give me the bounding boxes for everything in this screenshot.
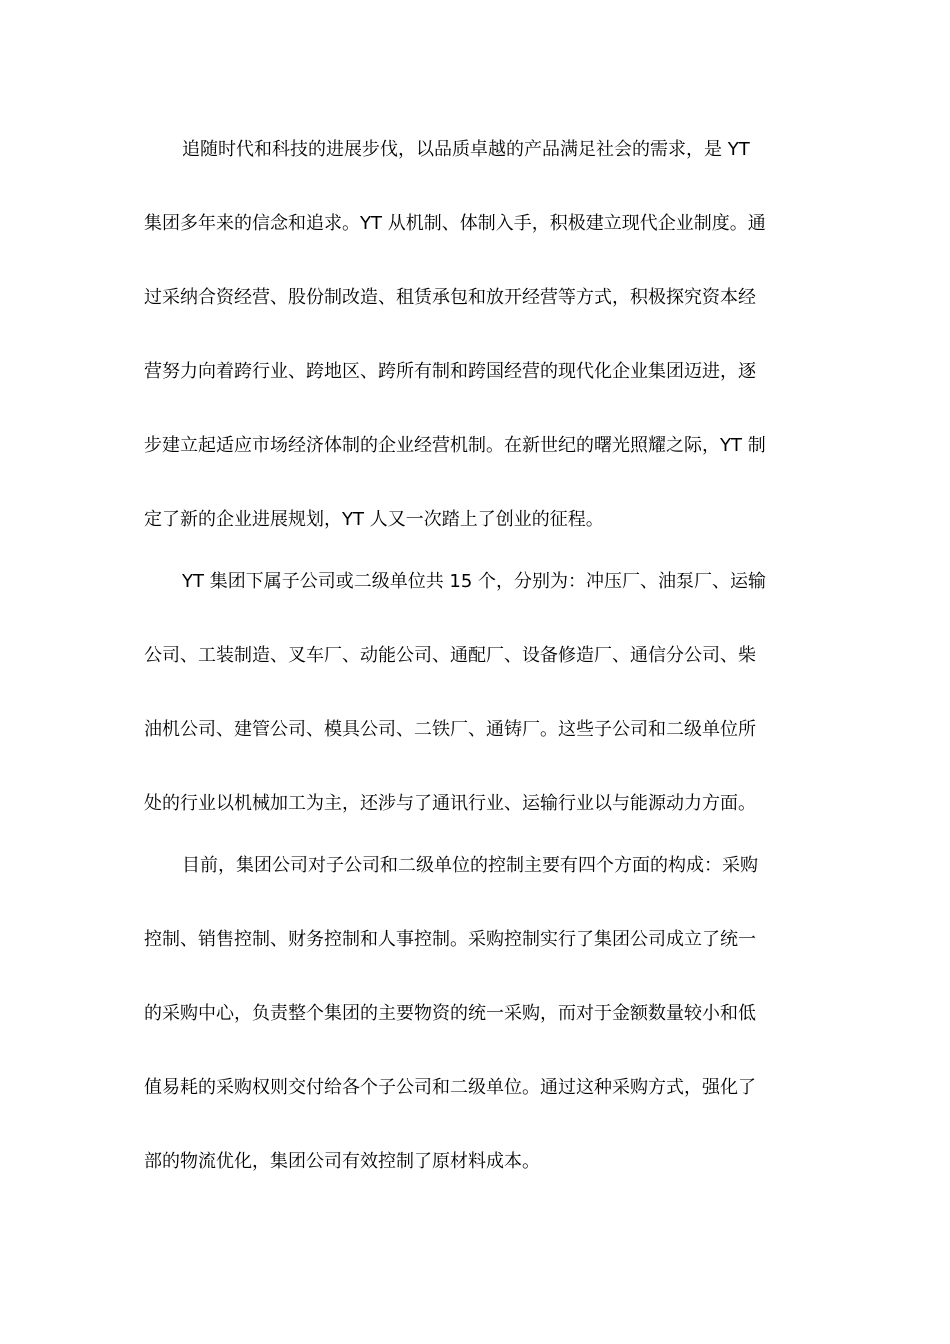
text-line: 值易耗的采购权则交付给各个子公司和二级单位。通过这种采购方式，强化了 — [144, 1077, 756, 1098]
text-line: 追随时代和科技的进展步伐，以品质卓越的产品满足社会的需求，是 YT — [182, 139, 750, 160]
text-line: 处的行业以机械加工为主，还涉与了通讯行业、运输行业以与能源动力方面。 — [144, 793, 756, 814]
text-line: 公司、工装制造、叉车厂、动能公司、通配厂、设备修造厂、通信分公司、柴 — [144, 645, 756, 666]
text-line: 部的物流优化，集团公司有效控制了原材料成本。 — [144, 1151, 540, 1172]
text-line: 步建立起适应市场经济体制的企业经营机制。在新世纪的曙光照耀之际，YT 制 — [144, 435, 766, 456]
text-line: 过采纳合资经营、股份制改造、租赁承包和放开经营等方式，积极探究资本经 — [144, 287, 756, 308]
text-line: 的采购中心，负责整个集团的主要物资的统一采购，而对于金额数量较小和低 — [144, 1003, 756, 1024]
text-line: 控制、销售控制、财务控制和人事控制。采购控制实行了集团公司成立了统一 — [144, 929, 756, 950]
text-line: 集团多年来的信念和追求。YT 从机制、体制入手，积极建立现代企业制度。通 — [144, 213, 766, 234]
paragraph-subsidiaries — [144, 563, 808, 822]
text-line: 营努力向着跨行业、跨地区、跨所有制和跨国经营的现代化企业集团迈进，逐 — [144, 361, 756, 382]
text-line: 油机公司、建管公司、模具公司、二铁厂、通铸厂。这些子公司和二级单位所 — [144, 719, 756, 740]
paragraph-control-structure — [144, 847, 808, 1180]
text-line: 目前，集团公司对子公司和二级单位的控制主要有四个方面的构成：采购 — [182, 855, 758, 876]
text-line: YT 集团下属子公司或二级单位共 15 个，分别为：冲压厂、油泵厂、运输 — [182, 571, 767, 592]
text-line: 定了新的企业进展规划，YT 人又一次踏上了创业的征程。 — [144, 509, 604, 530]
document-body — [144, 131, 808, 1180]
paragraph-company-history — [144, 131, 808, 538]
